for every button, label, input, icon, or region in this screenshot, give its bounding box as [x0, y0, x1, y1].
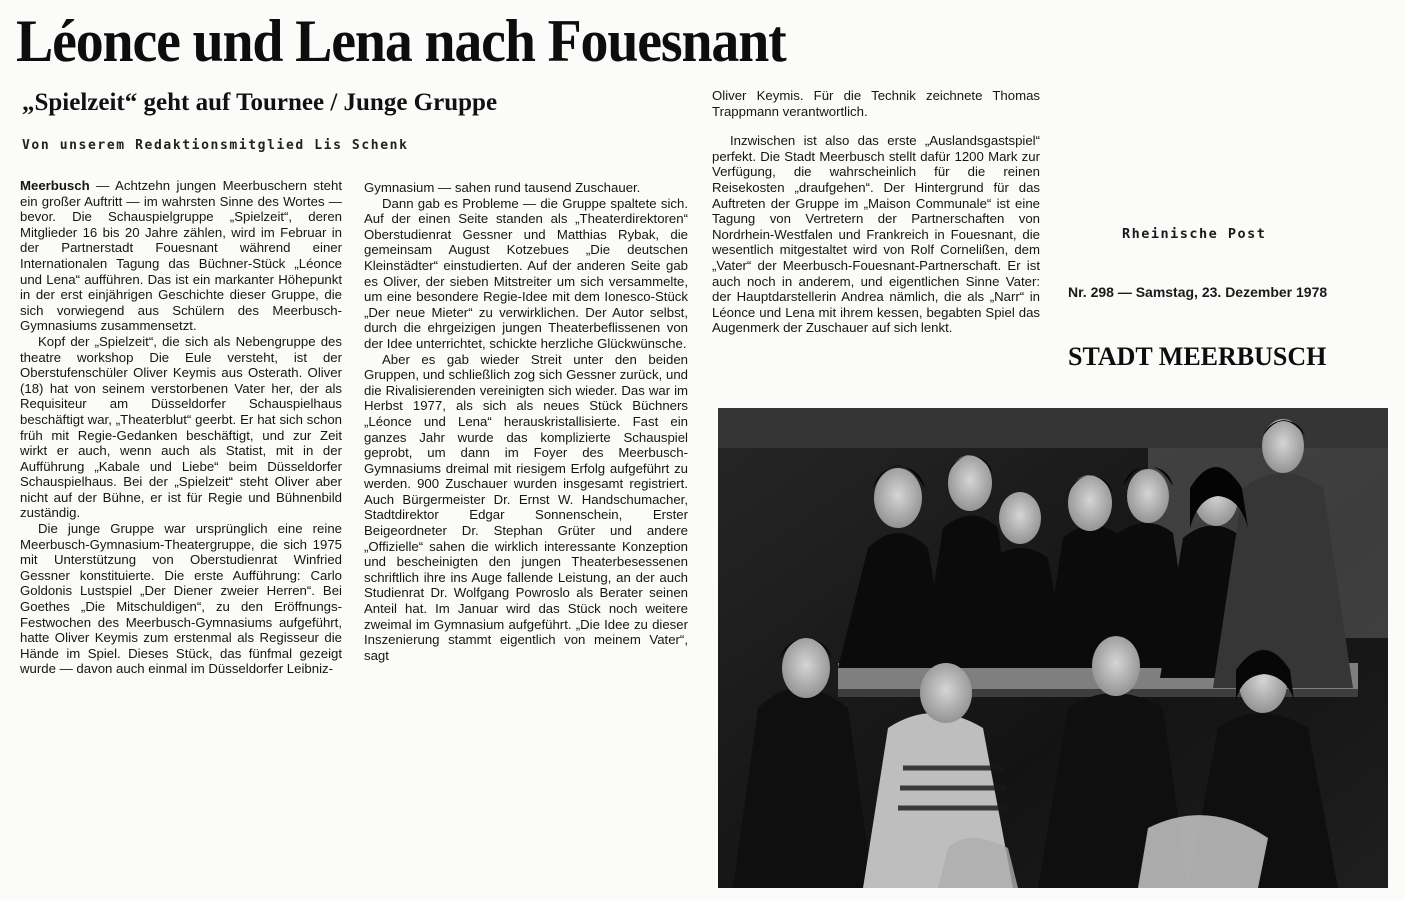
section-title: STADT MEERBUSCH [1068, 342, 1327, 371]
newspaper-name: Rheinische Post [1122, 226, 1267, 242]
paragraph: Kopf der „Spielzeit“, die sich als Nebengruppe des theatre workshop Die Eule versteht, ist der Oberstufenschüler Oliver Keymis aus Osterath. Oliver (18) hat von seinem verstorbenen Vater her, der als Requisiteur am Düsseldorfer Schauspielhaus beschäftigt war, „Theaterblut“ geerbt. Er hat sich schon früh mit Regie-Gedanken beschäftigt, und zur Zeit wirkt er auch, wenn auch als Statist, mit in der Aufführung „Kabale und Liebe“ beim Düsseldorfer Schauspielhaus. Bei der „Spielzeit“ steht Oliver aber nicht auf der Bühne, er ist für Regie und Bühnenbild zuständig. [20, 333, 342, 521]
paragraph: Gymnasium — sahen rund tausend Zuschauer. [364, 180, 641, 195]
article-column-2 [364, 180, 688, 852]
paragraph: Inzwischen ist also das erste „Auslandsgastspiel“ perfekt. Die Stadt Meerbusch stellt dafür 1200 Mark zur Verfügung, die wahrscheinlich für die reinen Reisekosten „draufgehen“. Der Hintergrund für das Auftreten der Gruppe im „Maison Communale“ ist eine Tagung von Vertretern der Partnerschaften von Nordrhein-Westfalen und Frankreich in Fouesnant, die wesentlich mitgestaltet wird von Rolf Cornelißen, dem „Vater“ der Meerbusch-Fouesnant-Partnerschaft. Er ist auch noch in anderem, und eigentlichen Sinne Vater: der Hauptdarstellerin Andrea nämlich, die als „Narr“ in Léonce und Lena mit ihrem kessen, begabten Spiel das Augenmerk der Zuschauer auf sich lenkt. [712, 133, 1040, 336]
group-photo-illustration [718, 408, 1388, 888]
paragraph: Dann gab es Probleme — die Gruppe spaltete sich. Auf der einen Seite standen als „Theaterdirektoren“ Oberstudienrat Gessner und Matthias Rybak, die gemeinsam August Kotzebues „Die deutschen Kleinstädter“ einstudierten. Auf der anderen Seite gab es Oliver, der sieben Mitstreiter um sich versammelte, um eine besondere Regie-Idee mit dem Ionesco-Stück „Der neue Mieter“ zu verwirklichen. Der Autor selbst, durch die ehrgeizigen jungen Theaterbeflissenen von der Idee unterrichtet, schickte herzliche Glückwünsche. [364, 195, 688, 351]
byline: Von unserem Redaktionsmitglied Lis Schenk [22, 138, 409, 153]
article-column-1 [20, 178, 342, 790]
issue-date: Nr. 298 — Samstag, 23. Dezember 1978 [1068, 284, 1328, 300]
paragraph-text: — Achtzehn jungen Meerbuschern steht ein großer Auftritt — im wahrsten Sinne des Wortes — bevor. Die Schauspielgruppe „Spielzeit“, deren Mitglieder 16 bis 20 Jahre zählen, wird im Februar in der Partnerstadt Fouesnant während einer Internationalen Tagung das Büchner-Stück „Léonce und Lena“ aufführen. Das ist ein markanter Höhepunkt in der erst einjährigen Geschichte dieser Gruppe, die sich vorwiegend aus Schülern des Meerbusch-Gymnasiums zusammensetzt. [20, 178, 342, 334]
paragraph [20, 178, 342, 334]
paragraph: Aber es gab wieder Streit unter den beiden Gruppen, und schließlich zog sich Gessner zurück, und die Rivalisierenden vereinigten sich wieder. Das war im Herbst 1977, als sich als neues Stück Büchners „Léonce und Lena“ herauskristallisierte. Fast ein ganzes Jahr wurde das komplizierte Schauspiel geprobt, um dann im Foyer des Meerbusch-Gymnasiums dreimal mit riesigem Erfolg aufgeführt zu werden. 900 Zuschauer wurden insgesamt registriert. Auch Bürgermeister Dr. Ernst W. Handschumacher, Stadtdirektor Edgar Sonnenschein, Erster Beigeordneter Dr. Stephan Grüter und andere „Offizielle“ sahen die wirklich interessante Konzeption und bescheinigten den jungen Theaterbesessenen schriftlich ihre ins Auge fallende Leistung, an der auch Studienrat Dr. Wolfgang Powroslo als Berater seinen Anteil hat. Im Januar wird das Stück noch weitere zweimal im Gymnasium aufgeführt. „Die Idee zu dieser Inszenierung stammt eigentlich von meinem Vater“, sagt [364, 351, 688, 663]
article-column-3 [712, 88, 1040, 388]
subheadline: „Spielzeit“ geht auf Tournee / Junge Gruppe [22, 89, 498, 116]
paragraph: Oliver Keymis. Für die Technik zeichnete Thomas Trappmann verantwortlich. [712, 88, 1040, 119]
paragraph: Die junge Gruppe war ursprünglich eine reine Meerbusch-Gymnasium-Theatergruppe, die sich 1975 mit Unterstützung von Oberstudienrat Winfried Gessner konstituierte. Die erste Aufführung: Carlo Goldonis Lustspiel „Der Diener zweier Herren“. Bei Goethes „Die Mitschuldigen“, zu den Eröffnungs-Festwochen des Meerbusch-Gymnasiums aufgeführt, hatte Oliver Keymis zum erstenmal als Regisseur die Hände im Spiel. Dieses Stück, das fünfmal gezeigt wurde — davon auch einmal im Düsseldorfer Leibniz- [20, 521, 342, 677]
group-photo [718, 408, 1388, 888]
headline: Léonce und Lena nach Fouesnant [16, 8, 786, 74]
dateline: Meerbusch [20, 178, 90, 193]
